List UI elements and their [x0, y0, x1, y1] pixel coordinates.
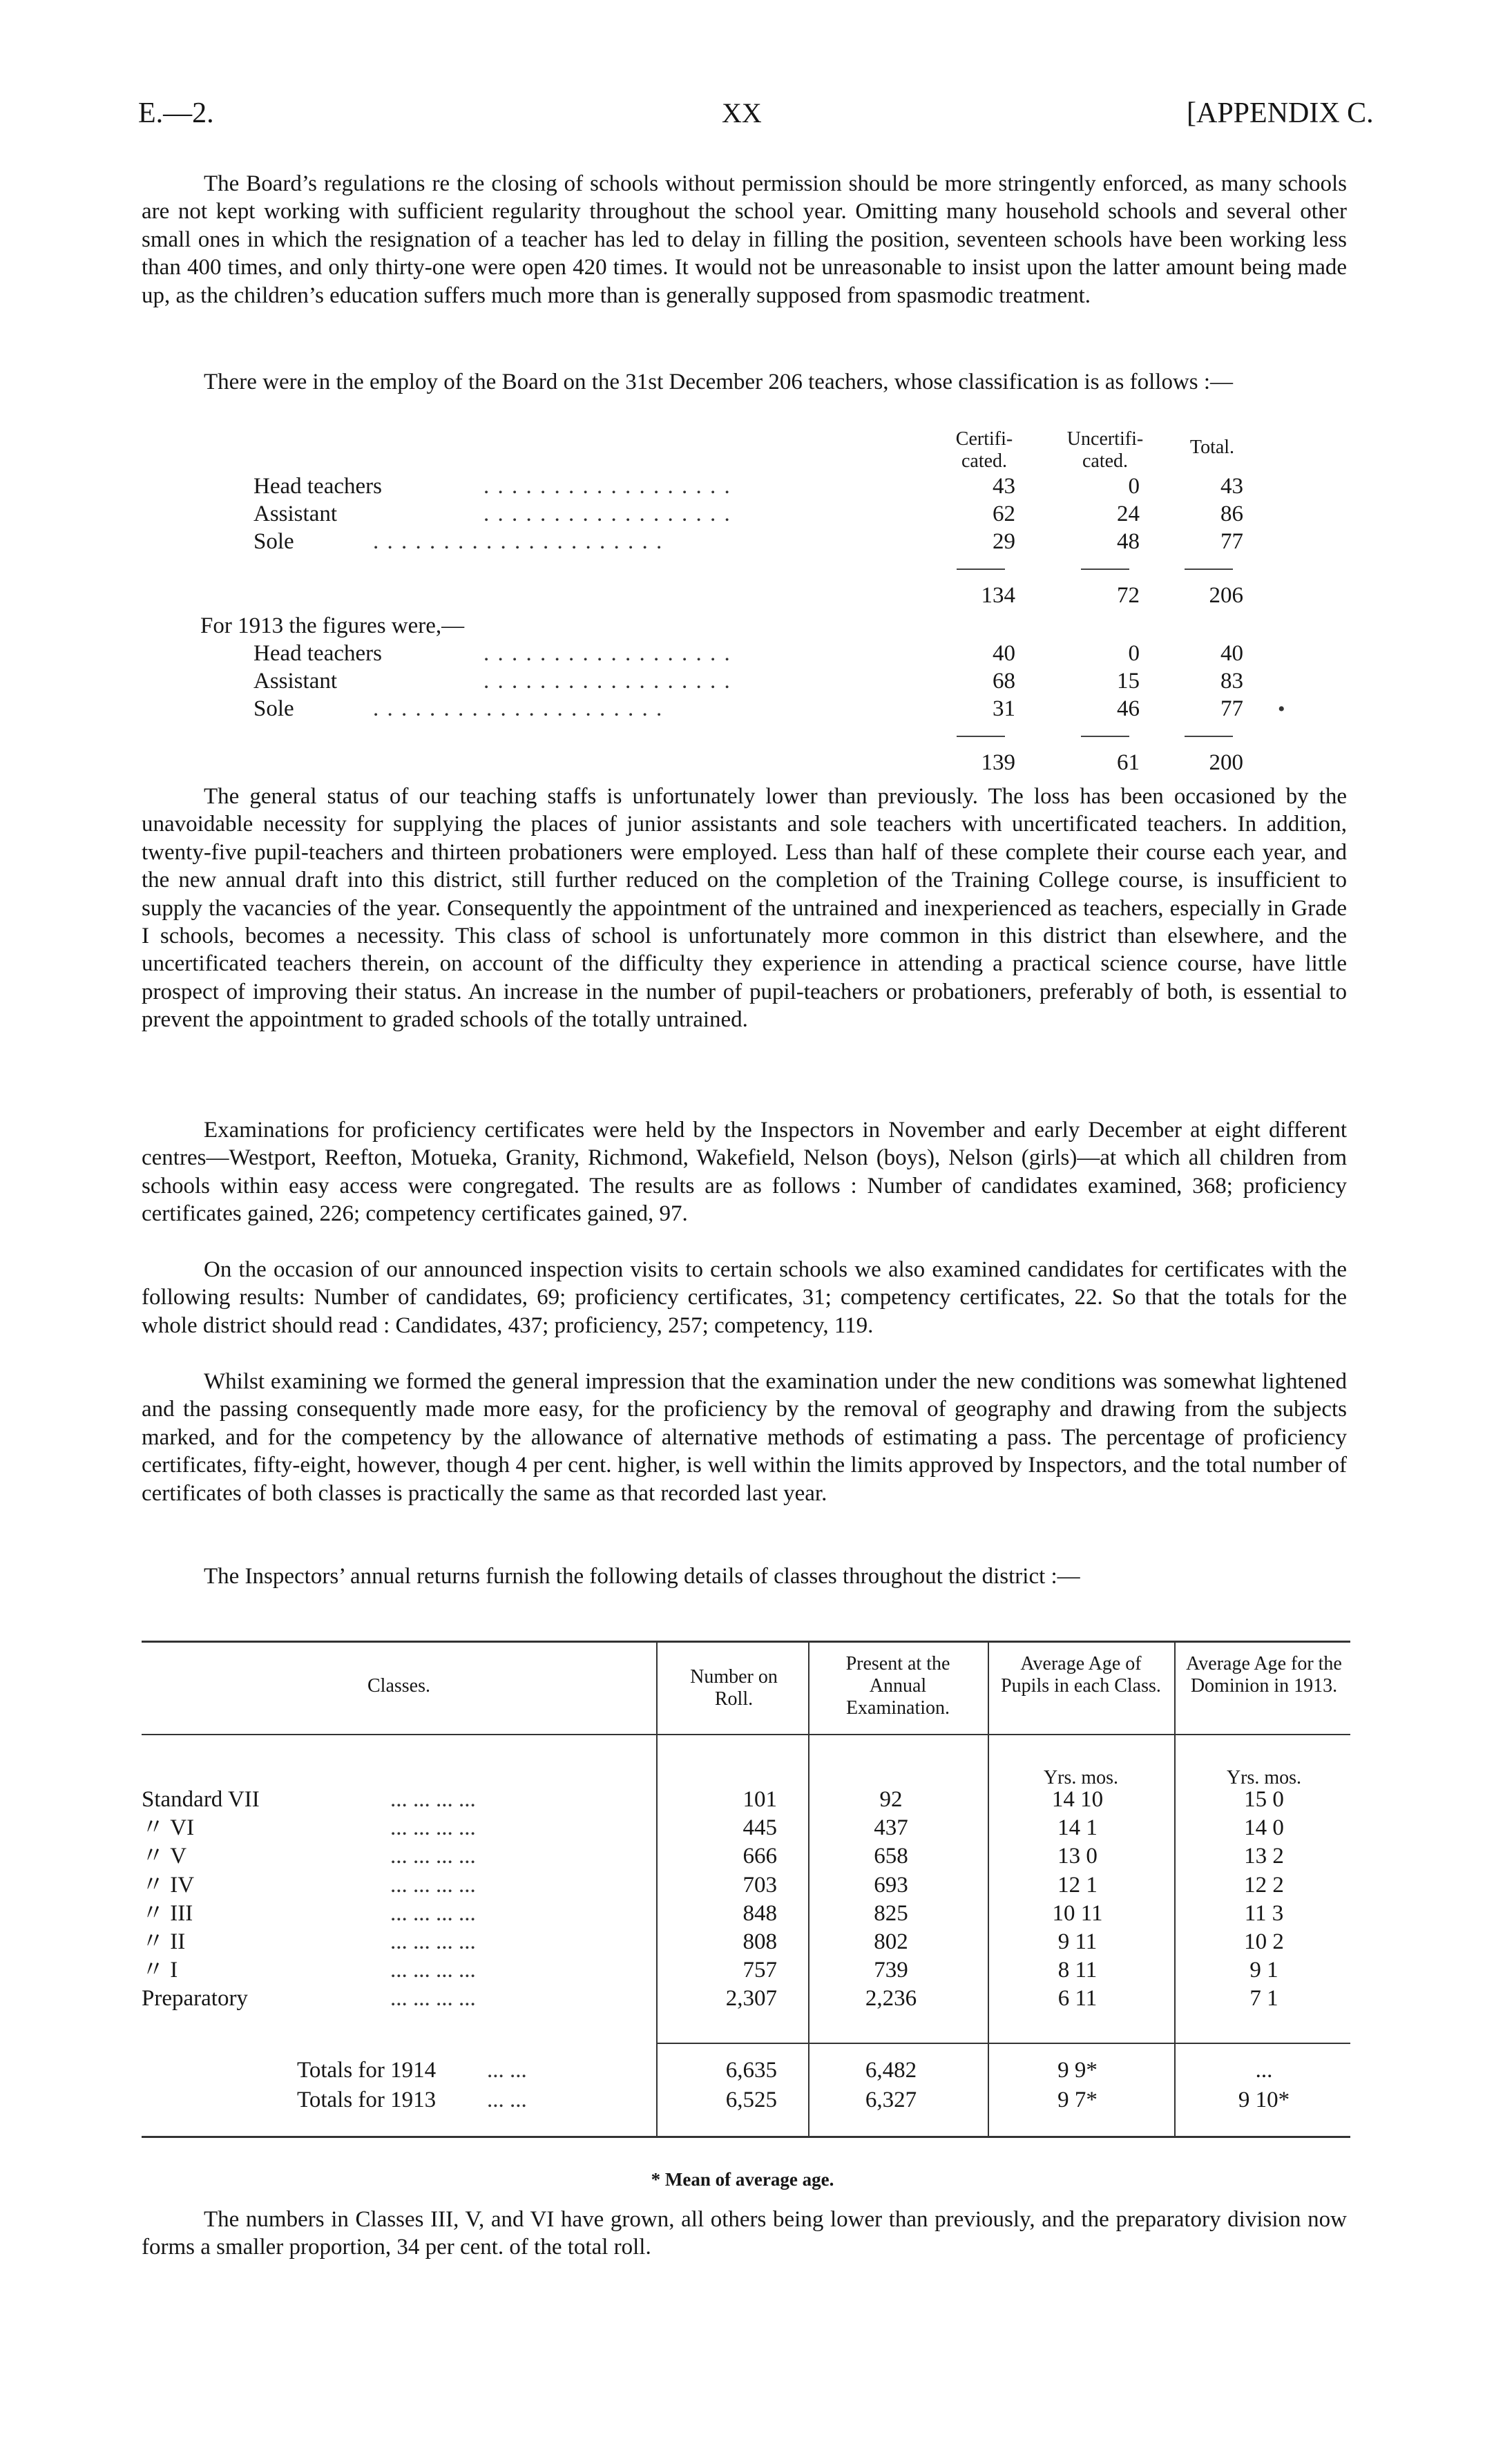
header-appendix: [APPENDIX C. — [1187, 97, 1374, 129]
cell-average-age: 9 7* — [1057, 2088, 1098, 2112]
teacher-totals-row-1913 — [0, 749, 1485, 776]
cell-average-age: 12 1 — [1057, 1872, 1098, 1898]
cell-dominion-age: 7 1 — [1249, 1986, 1278, 2012]
header-present: Present at the Annual Examination. — [845, 1653, 950, 1719]
class-label: Standard VII — [142, 1787, 260, 1812]
teacher-row — [0, 472, 1485, 500]
cell-present: 92 — [879, 1787, 903, 1812]
cell-certificated-total: 139 — [981, 750, 1015, 775]
row-label: Head teachers — [253, 474, 382, 499]
leader-dots: ... ... ... ... — [390, 1986, 476, 2012]
cell-total: 86 — [1220, 502, 1243, 526]
cell-present: 658 — [874, 1844, 908, 1869]
paragraph-school-closing: The Board’s regulations re the closing of schools without permission should be more stringently enforced, as many schools are not kept working with sufficient regularity throughout the school year. Omitting many household schools and several other small ones in which the resignation of a teacher has led to delay in filling the position, seventeen schools have been working less than 400 times, and only thirty-one were open 420 times. It would not be unreasonable to insist upon the latter amount being made up, as the children’s education suffers much more than is generally supposed from spasmodic treatment. — [142, 171, 1347, 308]
cell-certificated: 43 — [993, 474, 1015, 499]
cell-present: 6,327 — [865, 2088, 917, 2112]
table-col-divider — [808, 1641, 809, 2136]
cell-present: 693 — [874, 1872, 908, 1898]
cell-uncertificated-total: 61 — [1117, 750, 1140, 775]
cell-certificated: 62 — [993, 502, 1015, 526]
leader-dots: . . . . . . . . . . . . . . . . . . — [483, 502, 731, 526]
table-col-divider — [988, 1641, 989, 2136]
cell-roll: 445 — [742, 1815, 777, 1841]
leader-dots: ... ... ... ... — [390, 1844, 476, 1869]
cell-present: 739 — [874, 1958, 908, 1983]
cell-dominion-age: ... — [1255, 2058, 1273, 2083]
cell-present: 802 — [874, 1929, 908, 1954]
cell-uncertificated: 48 — [1117, 529, 1140, 554]
paragraph-teaching-status: The general status of our teaching staffs is unfortunately lower than previously. The loss has been occasioned by the unavoidable necessity for supplying the places of junior assistants and sole teachers with uncertificated teachers. In addition, twenty-five pupil-teachers and thirteen probationers were employed. Less than half of these complete their course each year, and the new annual draft into this district, still further reduced on the completion of the Training College course, is insufficient to supply the vacancies of the year. Consequently the appointment of the untrained and inexperienced as teachers, especially in Grade I schools, becomes a necessity. This class of school is unfortunately more common in this district than elsewhere, and the uncertificated teachers therein, on account of the difficulty they experience in attending a practical science course, have little prospect of improving their status. An increase in the number of pupil-teachers or probationers, preferably of both, is essential to prevent the appointment to graded schools of the totally untrained. — [142, 784, 1347, 1033]
cell-present: 6,482 — [865, 2058, 917, 2083]
cell-dominion-age: 10 2 — [1244, 1929, 1284, 1954]
cell-average-age: 10 11 — [1052, 1900, 1103, 1926]
row-label: Assistant — [253, 502, 338, 526]
cell-average-age: 6 11 — [1057, 1986, 1098, 2012]
class-label: 〃 V — [142, 1844, 187, 1869]
cell-uncertificated: 15 — [1117, 669, 1140, 694]
units-age: Yrs. mos. — [1043, 1767, 1119, 1788]
cell-total: 83 — [1220, 669, 1243, 694]
cell-uncertificated: 0 — [1128, 641, 1140, 666]
col-header-certificated: Certifi-cated. — [955, 428, 1013, 472]
class-label: 〃 II — [142, 1929, 186, 1954]
leader-dots: . . . . . . . . . . . . . . . . . . . . . — [373, 696, 664, 721]
table-footnote: * Mean of average age. — [651, 2169, 834, 2190]
row-label: Assistant — [253, 669, 338, 694]
leader-dots: ... ... — [487, 2088, 527, 2112]
cell-grand-total: 206 — [1209, 583, 1243, 608]
row-label: Head teachers — [253, 641, 382, 666]
paragraph-inspection-visits: On the occasion of our announced inspection visits to certain schools we also examined candidates for certificates with the following results: Number of candidates, 69; proficiency certificates, 31; competency certificates, 22. So that the totals for the whole district should read : Candidates, 437; proficiency, 257; competency, 119. — [142, 1257, 1347, 1338]
paragraph-proficiency-exams: Examinations for proficiency certificates were held by the Inspectors in November and early December at eight different centres—Westport, Reefton, Motueka, Granity, Richmond, Wakefield, Nelson (boys), Nelson (girls)—at which all children from schools within easy access were congregated. The results are as follows : Number of candidates examined, 368; proficiency certificates gained, 226; competency certificates gained, 97. — [142, 1118, 1347, 1227]
cell-certificated: 68 — [993, 669, 1015, 694]
cell-dominion-age: 14 0 — [1244, 1815, 1284, 1841]
cell-roll: 101 — [742, 1787, 777, 1812]
cell-dominion-age: 11 3 — [1244, 1900, 1284, 1926]
cell-total: 43 — [1220, 474, 1243, 499]
cell-uncertificated: 0 — [1128, 474, 1140, 499]
header-number-on-roll: Number on Roll. — [690, 1666, 778, 1710]
leader-dots: ... ... ... ... — [390, 1900, 476, 1926]
leader-dots: ... ... ... ... — [390, 1787, 476, 1812]
cell-certificated: 29 — [993, 529, 1015, 554]
leader-dots: ... ... ... ... — [390, 1958, 476, 1983]
teacher-row-1913 — [0, 695, 1485, 723]
cell-uncertificated: 46 — [1117, 696, 1140, 721]
stray-mark: • — [1278, 698, 1285, 720]
cell-roll: 848 — [742, 1900, 777, 1926]
class-label: 〃 VI — [142, 1815, 195, 1841]
cell-uncertificated: 24 — [1117, 502, 1140, 526]
header-reference: E.—2. — [138, 97, 214, 129]
table-bottom-rule — [142, 2136, 1350, 2138]
leader-dots: . . . . . . . . . . . . . . . . . . — [483, 641, 731, 666]
table-totals-rule — [656, 2043, 1350, 2044]
cell-average-age: 8 11 — [1057, 1958, 1098, 1983]
teacher-1913-intro — [0, 612, 1485, 640]
sum-rule — [1081, 569, 1129, 570]
header-dominion-age: Average Age for the Dominion in 1913. — [1186, 1653, 1342, 1697]
cell-present: 825 — [874, 1900, 908, 1926]
class-label: 〃 I — [142, 1958, 178, 1983]
sum-rule — [1185, 569, 1233, 570]
cell-certificated-total: 134 — [981, 583, 1015, 608]
cell-dominion-age: 13 2 — [1244, 1844, 1284, 1869]
cell-total: 77 — [1220, 529, 1243, 554]
sum-rule — [957, 736, 1005, 737]
table-header-rule — [142, 1734, 1350, 1735]
table-col-divider — [1174, 1641, 1176, 2136]
units-dominion: Yrs. mos. — [1226, 1767, 1302, 1788]
leader-dots: . . . . . . . . . . . . . . . . . . — [483, 669, 731, 694]
cell-dominion-age: 9 10* — [1238, 2088, 1290, 2112]
cell-certificated: 40 — [993, 641, 1015, 666]
class-label: 〃 IV — [142, 1872, 195, 1898]
paragraph-examination-impression: Whilst examining we formed the general impression that the examination under the new conditions was somewhat lightened and the passing consequently made more easy, for the proficiency by the removal of geography and drawing from the subjects marked, and for the competency by the allowance of alternative methods of estimating a pass. The percentage of proficiency certificates, fifty-eight, however, though 4 per cent. higher, is well within the limits approved by Inspectors, and the total number of certificates of both classes is practically the same as that recorded last year. — [142, 1369, 1347, 1506]
cell-average-age: 9 9* — [1057, 2058, 1098, 2083]
cell-total: 77 — [1220, 696, 1243, 721]
row-label: Sole — [253, 696, 294, 721]
table-col-divider — [656, 1641, 658, 2136]
cell-roll: 808 — [742, 1929, 777, 1954]
cell-present: 2,236 — [865, 1986, 917, 2012]
cell-present: 437 — [874, 1815, 908, 1841]
cell-average-age: 14 10 — [1051, 1787, 1104, 1812]
sum-rule — [1185, 736, 1233, 737]
leader-dots: . . . . . . . . . . . . . . . . . . . . . — [373, 529, 664, 554]
cell-average-age: 13 0 — [1057, 1844, 1098, 1869]
cell-average-age: 14 1 — [1057, 1815, 1098, 1841]
sum-rule — [1081, 736, 1129, 737]
teacher-row-1913 — [0, 667, 1485, 695]
cell-grand-total: 200 — [1209, 750, 1243, 775]
leader-dots: ... ... — [487, 2058, 527, 2083]
teacher-row — [0, 500, 1485, 528]
header-average-age: Average Age of Pupils in each Class. — [1001, 1653, 1161, 1697]
teacher-row — [0, 528, 1485, 555]
teacher-row-1913 — [0, 640, 1485, 667]
cell-roll: 2,307 — [725, 1986, 777, 2012]
teacher-totals-row — [0, 582, 1485, 609]
leader-dots: ... ... ... ... — [390, 1872, 476, 1898]
row-label: Sole — [253, 529, 294, 554]
paragraph-annual-returns: The Inspectors’ annual returns furnish the following details of classes throughout the district :— — [204, 1564, 1080, 1589]
leader-dots: ... ... ... ... — [390, 1929, 476, 1954]
cell-roll: 6,525 — [725, 2088, 777, 2112]
cell-roll: 703 — [742, 1872, 777, 1898]
paragraph-closing: The numbers in Classes III, V, and VI have grown, all others being lower than previously, and the preparatory division now forms a smaller proportion, 34 per cent. of the total roll. — [142, 2207, 1347, 2260]
cell-dominion-age: 9 1 — [1249, 1958, 1278, 1983]
intro-1913-text: For 1913 the figures were,— — [200, 613, 465, 638]
sum-rule — [957, 569, 1005, 570]
cell-average-age: 9 11 — [1057, 1929, 1098, 1954]
cell-roll: 6,635 — [725, 2058, 777, 2083]
leader-dots: . . . . . . . . . . . . . . . . . . — [483, 474, 731, 499]
cell-dominion-age: 12 2 — [1244, 1872, 1284, 1898]
cell-certificated: 31 — [993, 696, 1015, 721]
cell-uncertificated-total: 72 — [1117, 583, 1140, 608]
paragraph-teacher-intro: There were in the employ of the Board on the 31st December 206 teachers, whose classification is as follows :— — [204, 370, 1234, 394]
col-header-total: Total. — [1189, 437, 1235, 458]
cell-roll: 666 — [742, 1844, 777, 1869]
class-label: Totals for 1913 — [297, 2088, 437, 2112]
header-page-number: XX — [722, 97, 762, 128]
class-label: Preparatory — [142, 1986, 248, 2012]
header-classes: Classes. — [367, 1675, 430, 1697]
cell-total: 40 — [1220, 641, 1243, 666]
cell-dominion-age: 15 0 — [1244, 1787, 1284, 1812]
class-label: Totals for 1914 — [297, 2058, 437, 2083]
class-label: 〃 III — [142, 1900, 193, 1926]
table-top-rule — [142, 1641, 1350, 1643]
leader-dots: ... ... ... ... — [390, 1815, 476, 1841]
col-header-uncertificated: Uncertifi-cated. — [1066, 428, 1144, 472]
cell-roll: 757 — [742, 1958, 777, 1983]
